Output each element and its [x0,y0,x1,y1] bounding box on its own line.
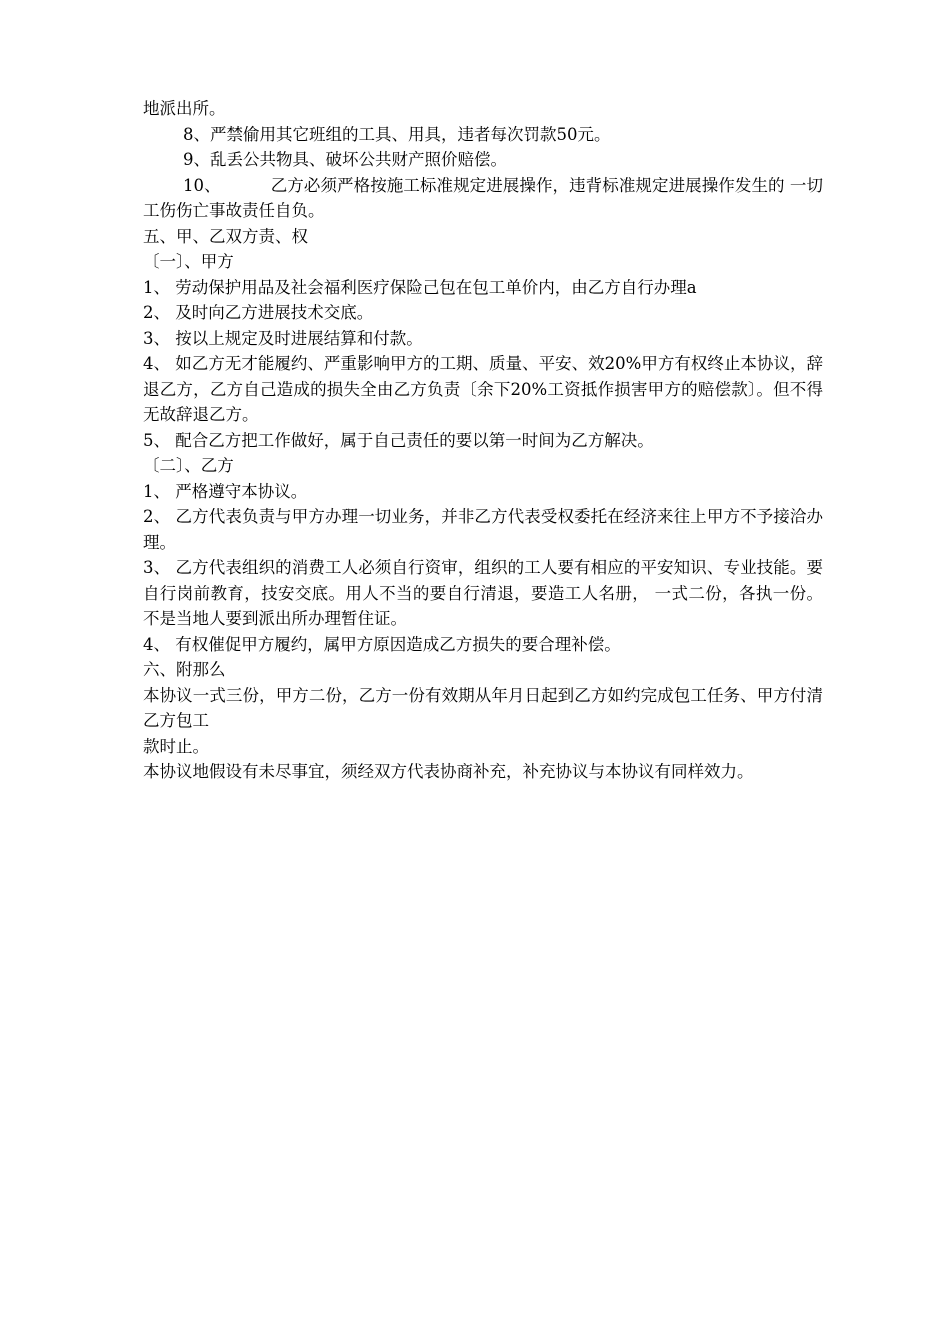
party-b-title: 〔二〕、乙方 [143,456,234,475]
party-a-item-4: 4、 如乙方无才能履约、严重影响甲方的工期、质量、平安、效20%甲方有权终止本协议，辞退乙方，乙方自己造成的损失全由乙方负责〔余下20%工资抵作损害甲方的赔偿款〕。但不得无故辞退乙方。 [143,354,823,424]
party-a-item-2: 2、 及时向乙方进展技术交底。 [143,303,374,322]
party-a-item-1: 1、 劳动保护用品及社会福利医疗保险己包在包工单价内，由乙方自行办理a [143,277,697,297]
closing-paragraph-1-end: 款时止。 [143,736,209,756]
rule-item-10-number: 10、 [183,175,221,195]
section-5-title: 五、甲、乙双方责、权 [143,226,308,246]
closing-paragraph-2: 本协议地假设有未尽事宜，须经双方代表协商补充，补充协议与本协议有同样效力。 [143,762,754,781]
party-a-item-3: 3、 按以上规定及时进展结算和付款。 [143,328,423,348]
text-line: 地派出所。 [143,99,226,118]
party-b-item-4: 4、 有权催促甲方履约，属甲方原因造成乙方损失的要合理补偿。 [143,634,621,654]
party-b-item-1: 1、 严格遵守本协议。 [143,481,308,501]
rule-item-10-text: 乙方必须严格按施工标准规定进展操作，违背标准规定进展操作发生的 一切工伤伤亡事故责任自负。 [143,175,823,220]
rule-item-9: 9、乱丢公共物具、破坏公共财产照价赔偿。 [183,150,507,169]
party-a-item-5: 5、 配合乙方把工作做好，属于自己责任的要以第一时间为乙方解决。 [143,430,654,450]
rule-item-10 [143,173,823,224]
party-b-item-3: 3、 乙方代表组织的消费工人必须自行资审，组织的工人要有相应的平安知识、专业技能。要自行岗前教育，技安交底。用人不当的要自行清退，要造工人名册， 一式二份，各执一份。不是当地人要到派出所办理暂住证。 [143,558,823,628]
party-b-item-2: 2、 乙方代表负责与甲方办理一切业务，并非乙方代表受权委托在经济来往上甲方不予接洽办理。 [143,507,823,552]
closing-paragraph-1: 本协议一式三份，甲方二份，乙方一份有效期从年月日起到乙方如约完成包工任务、甲方付清乙方包工 [143,685,823,730]
party-a-title: 〔一〕、甲方 [143,252,234,271]
document-body [143,96,823,785]
rule-item-8: 8、严禁偷用其它班组的工具、用具，违者每次罚款50元。 [183,124,611,144]
section-6-title: 六、附那么 [143,660,226,679]
